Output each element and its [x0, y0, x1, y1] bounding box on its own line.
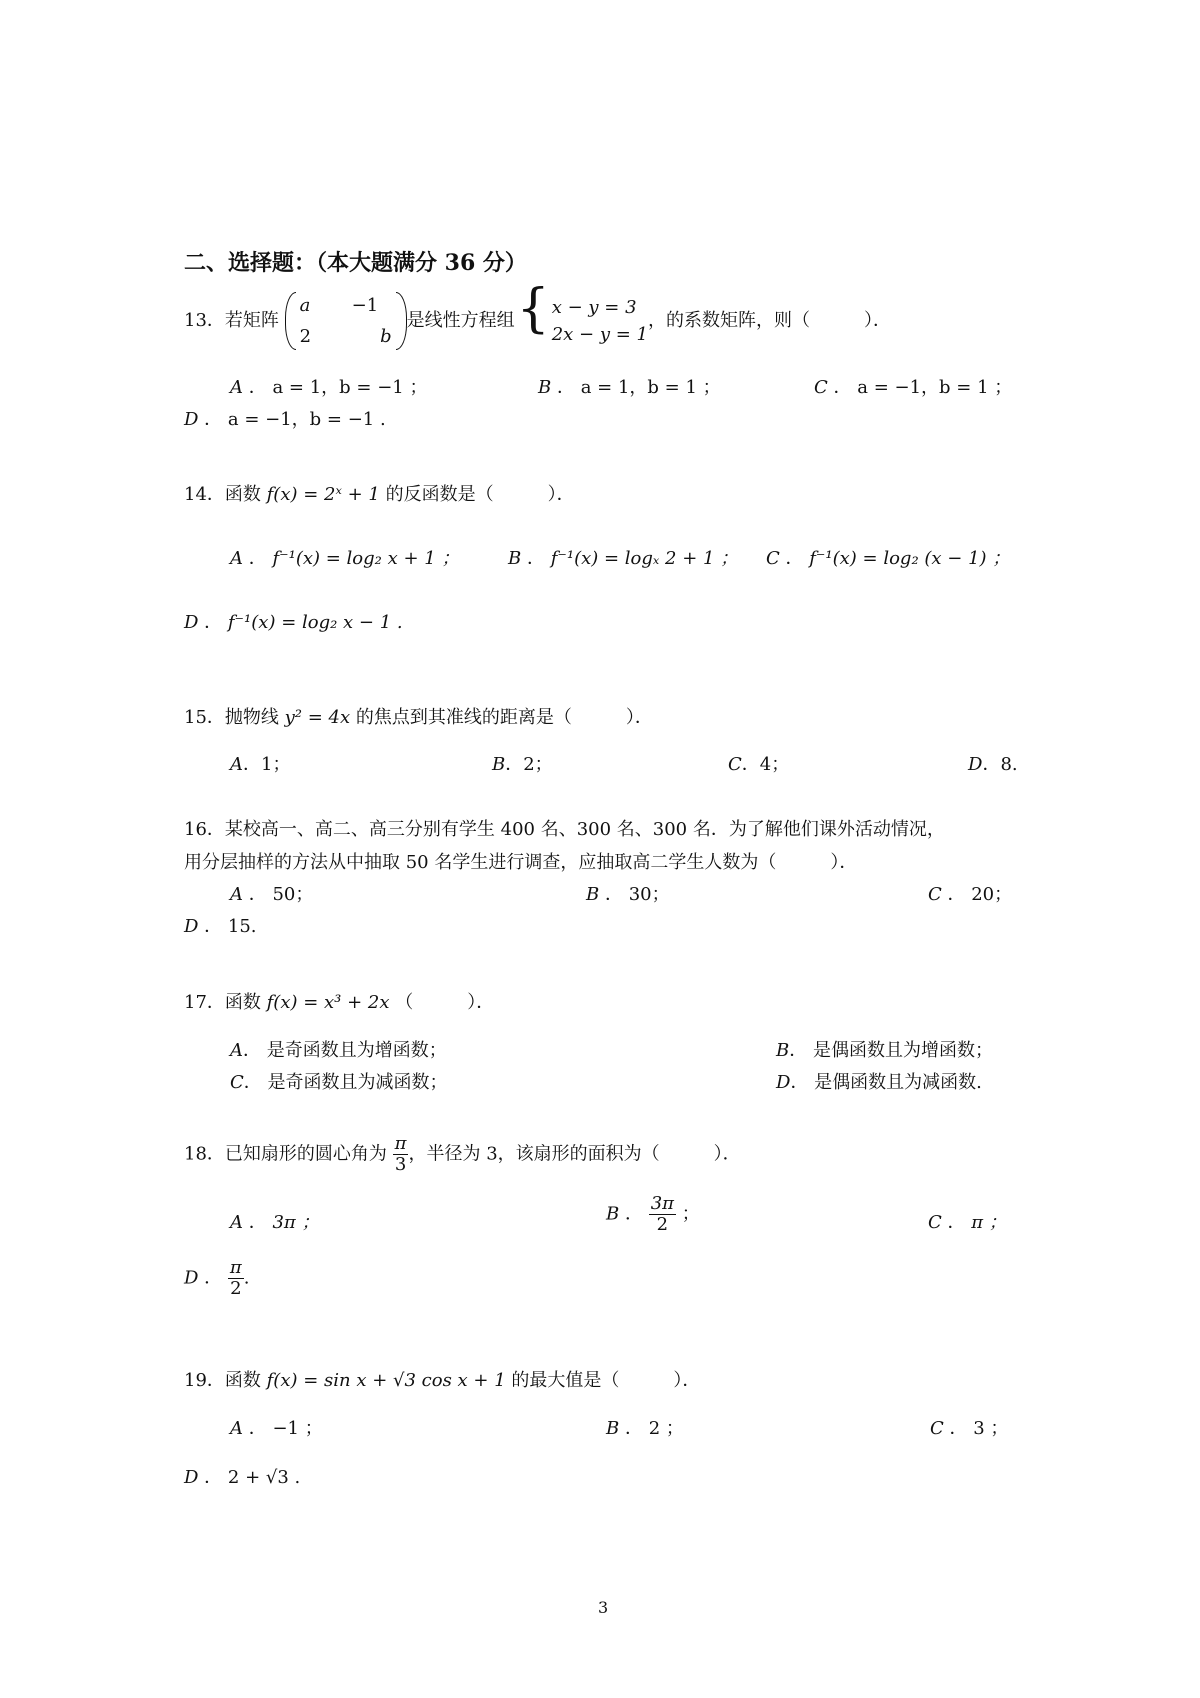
q13-option-d: D ． a = −1，b = −1 .	[184, 409, 386, 430]
brace-icon: {	[516, 279, 550, 339]
question-16-line-2: 用分层抽样的方法从中抽取 50 名学生进行调查，应抽取高二学生人数为（ ）．	[184, 852, 858, 873]
q13-option-a: A ． a = 1，b = −1 ；	[230, 377, 428, 398]
question-16-line-1: 16．某校高一、高二、高三分别有学生 400 名、300 名、300 名．为了解他们课外活动情况，	[184, 819, 945, 840]
matrix-a21: 2	[299, 326, 312, 347]
q14-expr: f(x) = 2ˣ + 1	[266, 484, 380, 505]
q17-option-b: B． 是偶函数且为增函数；	[776, 1040, 993, 1061]
q19-option-a: A ． −1 ；	[230, 1418, 323, 1439]
question-13	[184, 279, 892, 350]
q16-option-a: A ． 50；	[230, 884, 314, 905]
system-eq-2: 2x − y = 1	[551, 324, 649, 345]
q13-number: 13．	[184, 310, 225, 331]
q17-option-d: D． 是偶函数且为减函数.	[776, 1072, 982, 1093]
q13-matrix	[285, 292, 407, 350]
question-14: 14．函数 f(x) = 2ˣ + 1 的反函数是（ ）．	[184, 484, 575, 505]
q16-option-c: C ． 20；	[928, 884, 1013, 905]
matrix-a12: −1	[351, 295, 379, 316]
q14-option-b: B ． f⁻¹(x) = logₓ 2 + 1 ；	[508, 548, 739, 569]
section-title: 二、选择题：（本大题满分 36 分）	[184, 250, 527, 276]
q19-option-c: C ． 3 ；	[930, 1418, 1009, 1439]
q15-option-b: B．2；	[492, 754, 553, 775]
matrix-left-paren	[285, 292, 296, 350]
q16-option-d: D ． 15.	[184, 916, 257, 937]
q13-pre: 若矩阵	[224, 310, 279, 331]
page-number: 3	[598, 1598, 609, 1617]
q19-option-b: B ． 2 ；	[606, 1418, 684, 1439]
q13-mid: 是线性方程组	[406, 310, 515, 331]
q18-option-b: B ． $\frac{3\pi}{2}$ ；	[606, 1193, 700, 1235]
q17-option-c: C． 是奇函数且为减函数；	[230, 1072, 448, 1093]
q15-option-d: D．8.	[968, 754, 1018, 775]
q16-option-b: B ． 30；	[586, 884, 670, 905]
q19-option-d: D ． 2 + √3 .	[184, 1467, 301, 1488]
q14-option-d: D ． f⁻¹(x) = log₂ x − 1 .	[184, 612, 403, 633]
q15-option-a: A．1；	[230, 754, 291, 775]
question-18: 18．已知扇形的圆心角为 $\frac{\pi}{3}$ ，半径为 3，该扇形的面积为（ ）．	[184, 1133, 741, 1175]
q17-option-a: A． 是奇函数且为增函数；	[230, 1040, 447, 1061]
matrix-a11: a	[299, 295, 311, 316]
question-19: 19．函数 f(x) = sin x + √3 cos x + 1 的最大值是（ ）．	[184, 1370, 701, 1391]
matrix-a22: b	[380, 326, 392, 347]
q18-option-c: C ． π ；	[928, 1212, 1007, 1233]
q13-option-c: C ． a = −1，b = 1 ；	[814, 377, 1013, 398]
question-15: 15．抛物线 y² = 4x 的焦点到其准线的距离是（ ）．	[184, 707, 653, 728]
system-eq-1: x − y = 3	[551, 297, 637, 318]
q14-option-a: A ． f⁻¹(x) = log₂ x + 1 ；	[230, 548, 460, 569]
q13-post: ，的系数矩阵，则（ ）．	[648, 310, 892, 331]
q18-option-d: D ． $\frac{\pi}{2}$ .	[184, 1257, 250, 1299]
q13-option-b: B ． a = 1，b = 1 ；	[538, 377, 721, 398]
angle-fraction: $\frac{\pi}{3}$	[394, 1133, 407, 1175]
q14-option-c: C ． f⁻¹(x) = log₂ (x − 1) ；	[766, 548, 1011, 569]
question-17: 17．函数 f(x) = x³ + 2x （ ）．	[184, 992, 495, 1013]
matrix-right-paren	[396, 292, 407, 350]
q13-system	[552, 297, 648, 345]
q18-option-a: A ． 3π ；	[230, 1212, 320, 1233]
q15-option-c: C．4；	[728, 754, 790, 775]
